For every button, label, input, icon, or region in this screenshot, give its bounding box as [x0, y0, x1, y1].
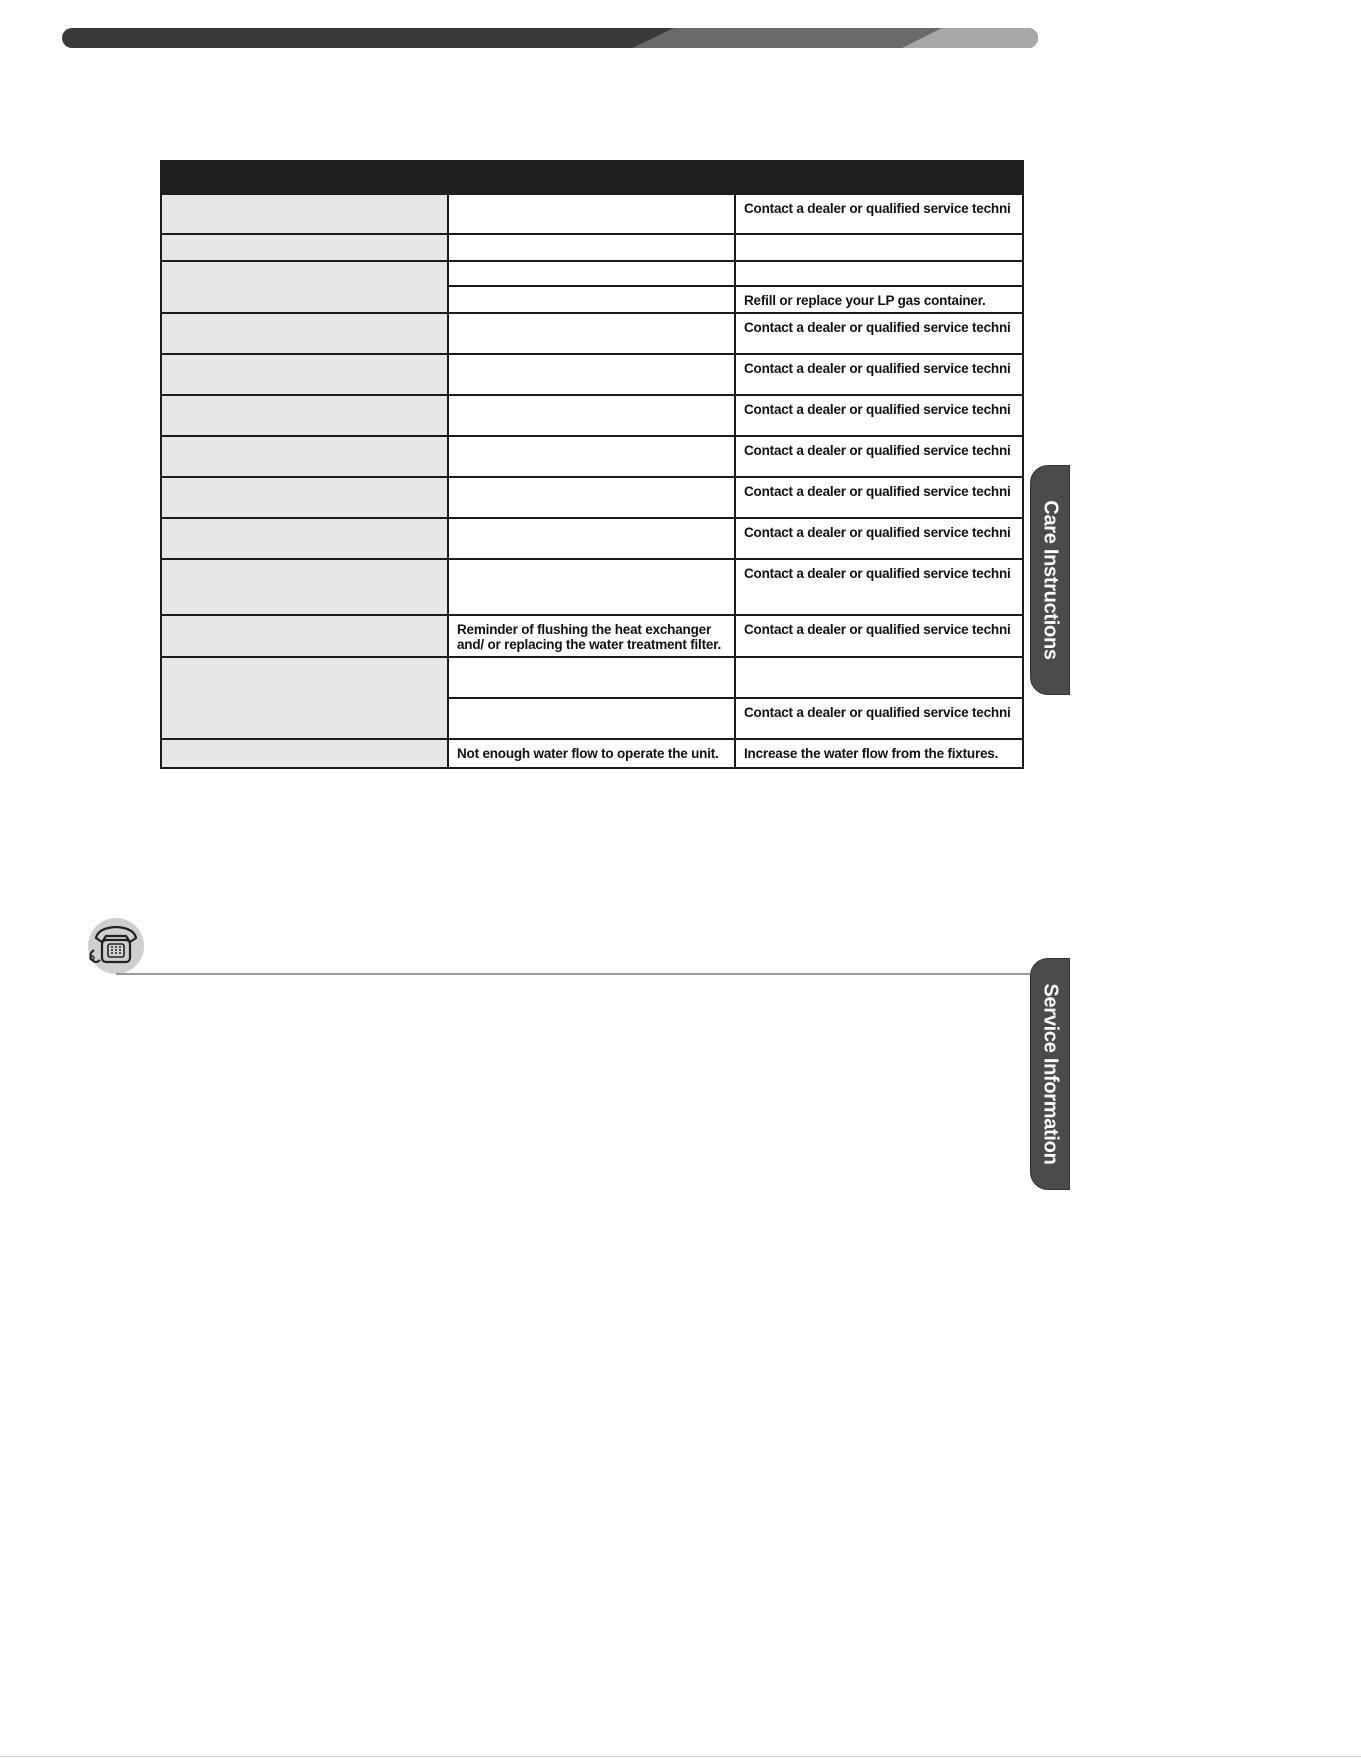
- remedy-cell: Contact a dealer or qualified service techni: [735, 354, 1023, 395]
- service-information-tab[interactable]: [1030, 958, 1070, 1190]
- service-information-label: Service Information: [1039, 983, 1062, 1165]
- telephone-icon: [84, 916, 146, 976]
- table-row: [161, 518, 1023, 559]
- table-row: [161, 234, 1023, 261]
- remedy-cell: Increase the water flow from the fixtures.: [735, 739, 1023, 768]
- table-header-cell: [735, 161, 1023, 194]
- code-cell: [161, 261, 448, 313]
- error-code-table: [160, 160, 1024, 769]
- remedy-cell: Contact a dealer or qualified service techni: [735, 436, 1023, 477]
- cause-cell: [448, 286, 735, 313]
- code-cell: [161, 739, 448, 768]
- code-cell: [161, 194, 448, 234]
- remedy-cell: [735, 261, 1023, 286]
- cause-cell: [448, 559, 735, 615]
- table-header-cell: [448, 161, 735, 194]
- remedy-cell: Contact a dealer or qualified service techni: [735, 518, 1023, 559]
- cause-cell: [448, 194, 735, 234]
- table-row: [161, 436, 1023, 477]
- cause-cell: [448, 477, 735, 518]
- table-row: [161, 395, 1023, 436]
- table-row: [161, 657, 1023, 698]
- code-cell: [161, 518, 448, 559]
- remedy-cell: Contact a dealer or qualified service techni: [735, 559, 1023, 615]
- code-cell: [161, 354, 448, 395]
- header-bar: [62, 28, 1038, 48]
- section-divider: [116, 973, 1030, 975]
- cause-cell: [448, 698, 735, 739]
- code-cell: [161, 477, 448, 518]
- code-cell: [161, 436, 448, 477]
- table-row: [161, 261, 1023, 286]
- remedy-cell: Contact a dealer or qualified service techni: [735, 615, 1023, 657]
- code-cell: [161, 395, 448, 436]
- cause-cell: [448, 234, 735, 261]
- code-cell: [161, 657, 448, 739]
- table-row: [161, 477, 1023, 518]
- code-cell: [161, 234, 448, 261]
- cause-cell: [448, 518, 735, 559]
- cause-cell: Reminder of flushing the heat exchanger and/ or replacing the water treatment filter.: [448, 615, 735, 657]
- remedy-cell: Contact a dealer or qualified service techni: [735, 477, 1023, 518]
- remedy-cell: [735, 234, 1023, 261]
- cause-cell: Not enough water flow to operate the unit.: [448, 739, 735, 768]
- table-row: [161, 559, 1023, 615]
- table-header-row: [161, 161, 1023, 194]
- table-row: [161, 354, 1023, 395]
- table-row: [161, 615, 1023, 657]
- care-instructions-label: Care Instructions: [1039, 500, 1062, 660]
- remedy-cell: Contact a dealer or qualified service techni: [735, 698, 1023, 739]
- page-bottom-rule: [0, 1756, 1361, 1757]
- cause-cell: [448, 261, 735, 286]
- remedy-cell: Refill or replace your LP gas container.: [735, 286, 1023, 313]
- table-header-cell: [161, 161, 448, 194]
- cause-cell: [448, 395, 735, 436]
- care-instructions-tab[interactable]: [1030, 465, 1070, 695]
- remedy-cell: Contact a dealer or qualified service techni: [735, 194, 1023, 234]
- code-cell: [161, 559, 448, 615]
- table-row: [161, 313, 1023, 354]
- code-cell: [161, 313, 448, 354]
- code-cell: [161, 615, 448, 657]
- remedy-cell: [735, 657, 1023, 698]
- cause-cell: [448, 657, 735, 698]
- cause-cell: [448, 313, 735, 354]
- table-row: [161, 739, 1023, 768]
- cause-cell: [448, 436, 735, 477]
- remedy-cell: Contact a dealer or qualified service techni: [735, 313, 1023, 354]
- cause-cell: [448, 354, 735, 395]
- remedy-cell: Contact a dealer or qualified service techni: [735, 395, 1023, 436]
- table-row: [161, 194, 1023, 234]
